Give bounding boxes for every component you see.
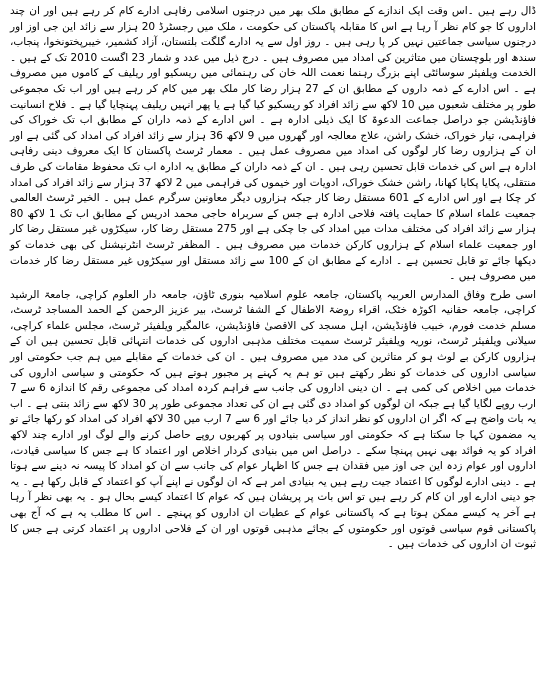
article-paragraph-2: اسی طرح وفاق المدارس العربیہ پاکستان، جامعہ علوم اسلامیہ بنوری ٹاؤن، جامعہ دار العلوم کراچی، جامعۃ الرشید کراچی، جامعہ حقانیہ اکوڑہ خٹک، اقراء روضۃ الاطفال کے الشفا ٹرسٹ، بیر عزیز الرحمن کے الحمد المساجد ٹرسٹ، مسلم خدمت فورم، خبیب فاؤنڈیشن، اہل مسجد کی الاقصیٰ فاؤنڈیشن، عالمگیر ویلفیئر ٹرسٹ، مجلس علماء کراچی، سیلانی ویلفیئر ٹرسٹ، نوریہ ویلفیئر ٹرسٹ سمیت مختلف مذہبی اداروں کی خدمات انتہائی قابل تحسین ہیں ان کے ہزاروں کارکن بے لوث ہو کر متاثرین کی مدد میں مصروف ہیں ۔ ان کی خدمات کے مقابلے میں ہم جب حکومتی اور سیاسی اداروں کی خدمات کو نظر رکھتے ہیں تو ہم یہ کہنے پر مجبور ہوتے ہیں کہ حکومتی و سیاسی اداروں کی خدمات میں اخلاص کی کمی ہے ۔ ان دینی اداروں کی جانب سے فراہم کردہ امداد کی مجموعی رقم کا اندازہ 6 سے 7 ارب روپے لگایا گیا ہے جبکہ ان لوگوں کو امداد دی گئی ہے ان کی تعداد مجموعی طور پر 30 لاکھ سے زائد بنتی ہے ۔ اب یہ بات واضح ہے کہ اگر ان اداروں کو نظر انداز کر دیا جائے اور 6 سے 7 ارب میں 30 لاکھ افراد کی امداد کو رکھا جائے تو یہ مضمون کہا جا سکتا ہے کہ حکومتی اور سیاسی بنیادوں پر کھربوں روپے حاصل کرنے والے لوگ اور ادارے چند لاکھ افراد کو یہ فوائد بھی نہیں پہنچا سکے ۔ دراصل اس میں بنیادی کردار اخلاص اور اعتماد کا ہے جس کا سیاسی قیادت، اداروں اور عوام زدہ این جی اوز میں فقدان ہے جس کا اظہار عوام کی جانب سے ان کو امداد کا پیسہ نہ دینے سے ہوتا ہے ۔ دینی ادارے لوگوں کا اعتماد جیت رہے ہیں یہ بنیادی امر ہے کہ ان لوگوں نے اپنے آپ کو اعتماد کے قابل رکھا ہے ۔ یہ جو دینی ادارے اور ان کام کر رہے ہیں تو اس بات پر پریشان ہیں کہ عوام کا اعتماد کیسے بحال ہو ۔ یہ بھی نظر آ رہا ہے آخر یہ کیسے ممکن ہوتا ہے کہ پاکستانی عوام کے عطیات ان اداروں کو پہنچے ۔ اس کا مطلب یہ ہے کہ آج بھی پاکستانی قوم سیاسی قوتوں اور حکومتوں کے بجائے مذہبی قوتوں اور ان کے فلاحی اداروں پر اعتماد کرتی ہے جس کا ثبوت ان اداروں کی خدمات ہیں ۔ (10, 288, 536, 551)
article-paragraph-1: ڈال رہے ہیں ۔اس وقت ایک اندازے کے مطابق ملک بھر میں درجنوں اسلامی رفاہی ادارے کام کر رہے ہیں اور ان چند اداروں کا جو کام نظر آ رہا ہے اس کا مقابلہ پاکستان کی حکومت ، ملک میں رجسٹرڈ 20 ہزار سے زائد این جی اوز اور درجنوں سیاسی جماعتیں نہیں کر پا رہی ہیں ۔ روز اول سے یہ ادارے گلگت بلتستان، آزاد کشمیر، خیبرپختونخوا، پنجاب، سندھ اور بلوچستان میں متاثرین کی امداد میں مصروف ہیں ۔ درج ذیل میں عدد و شمار 23 اگست 2010 تک کے ہیں ۔ الخدمت ویلفیئر سوسائٹی اپنے بزرگ رہنما نعمت اللہ خان کی رہنمائی میں ریسکیو اور ریلیف کے کاموں میں مصروف ہے ۔ اس ادارے کے ذمہ داروں کے مطابق ان کے 27 ہزار رضا کار ملک بھر میں کام کر رہے ہیں اور اب تک مجموعی طور پر مختلف شعبوں میں 10 لاکھ سے زائد افراد کو ریسکیو کیا گیا ہے یا پھر انہیں ریلیف پہنچایا گیا ہے ۔ فلاح انسانیت فاؤنڈیشن جو دراصل جماعت الدعوۃ کا ایک ذیلی ادارہ ہے ۔ اس ادارے کے ذمہ داران کے مطابق اب تک خوراک کی فراہمی، تیار خوراک، خشک راشن، علاج معالجہ اور گھروں میں 9 لاکھ 36 ہزار سے زائد افراد کی امداد کی گئی ہے اور ان کے ہزاروں رضا کار لوگوں کی امداد میں مصروف عمل ہیں ۔ معمار ٹرسٹ پاکستان کا ایک معروف دینی رفاہی ادارہ ہے اس کی خدمات قابل تحسین رہی ہیں ۔ ان کے ذمہ داران کے مطابق یہ ادارہ اب تک محفوظ مقامات کی طرف منتقلی، پکایا پکایا کھانا، راشن خشک خوراک، ادویات اور خیموں کی فراہمی میں 2 لاکھ 37 ہزار سے زائد افراد کی امداد کر چکا ہے اور اس ادارے کے 601 مستقل رضا کار جبکہ ہزاروں دیگر معاونین سرگرم عمل ہیں ۔ الخیر ٹرسٹ العالمی جمعیت علماء اسلام کا حمایت یافتہ فلاحی ادارہ ہے جس کے سربراہ حاجی محمد ادریس کے مطابق اب تک 1 لاکھ 80 ہزار سے زائد افراد کی مختلف مدات میں امداد کی جا چکی ہے اور 275 مستقل رضا کار، سیکڑوں غیر مستقل رضا کار اور جمعیت علماء اسلام کے ہزاروں کارکن خدمات میں مصروف ہیں ۔ المظفر ٹرسٹ انٹرنیشنل کی بھی خدمات کو دیکھا جائے تو قابل تحسین ہے ۔ ادارے کے مطابق ان کے 100 سے زائد مستقل اور سیکڑوں غیر مستقل رضا کار خدمات میں مصروف ہیں ۔ (10, 5, 537, 283)
